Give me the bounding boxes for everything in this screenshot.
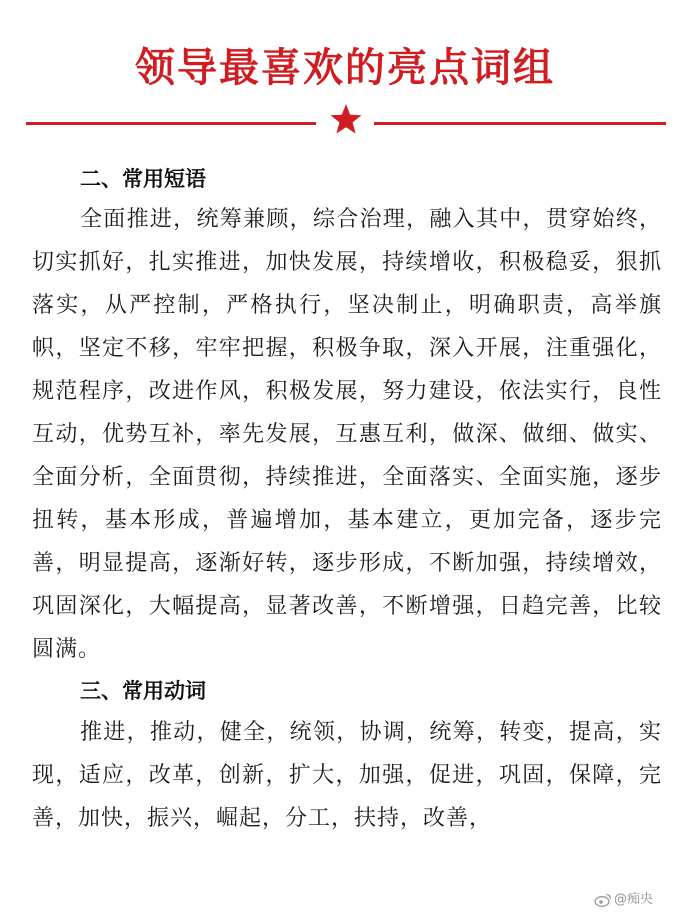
watermark	[594, 890, 653, 910]
section-heading-common-verbs: 三、常用动词	[80, 678, 206, 703]
page-title: 领导最喜欢的亮点词组	[135, 44, 555, 91]
section-heading-common-phrases: 二、常用短语	[80, 166, 206, 191]
common-phrases-paragraph: 全面推进，统筹兼顾，综合治理，融入其中，贯穿始终，切实抓好，扎实推进，加快发展，持续增收，积极稳妥，狠抓落实，从严控制，严格执行，坚决制止，明确职责，高举旗帜，坚定不移，牢牢把握，积极争取，深入开展，注重强化，规范程序，改进作风，积极发展，努力建设，依法实行，良性互动，优势互补，率先发展，互惠互利，做深、做细、做实、全面分析，全面贯彻，持续推进，全面落实、全面实施，逐步扭转，基本形成，普遍增加，基本建立，更加完备，逐步完善，明显提高，逐渐好转，逐步形成，不断加强，持续增效，巩固深化，大幅提高，显著改善，不断增强，日趋完善，比较圆满。	[32, 207, 662, 662]
common-verbs-paragraph: 推进，推动，健全，统领，协调，统筹，转变，提高，实现，适应，改革，创新，扩大，加强，促进，巩固，保障，完善，加快，振兴，崛起，分工，扶持，改善，	[32, 720, 662, 831]
weibo-logo-icon	[594, 893, 612, 907]
title-divider-right	[374, 122, 666, 125]
title-divider-left	[26, 122, 316, 125]
star-icon	[329, 102, 363, 136]
watermark-text: @痴央	[614, 892, 654, 907]
